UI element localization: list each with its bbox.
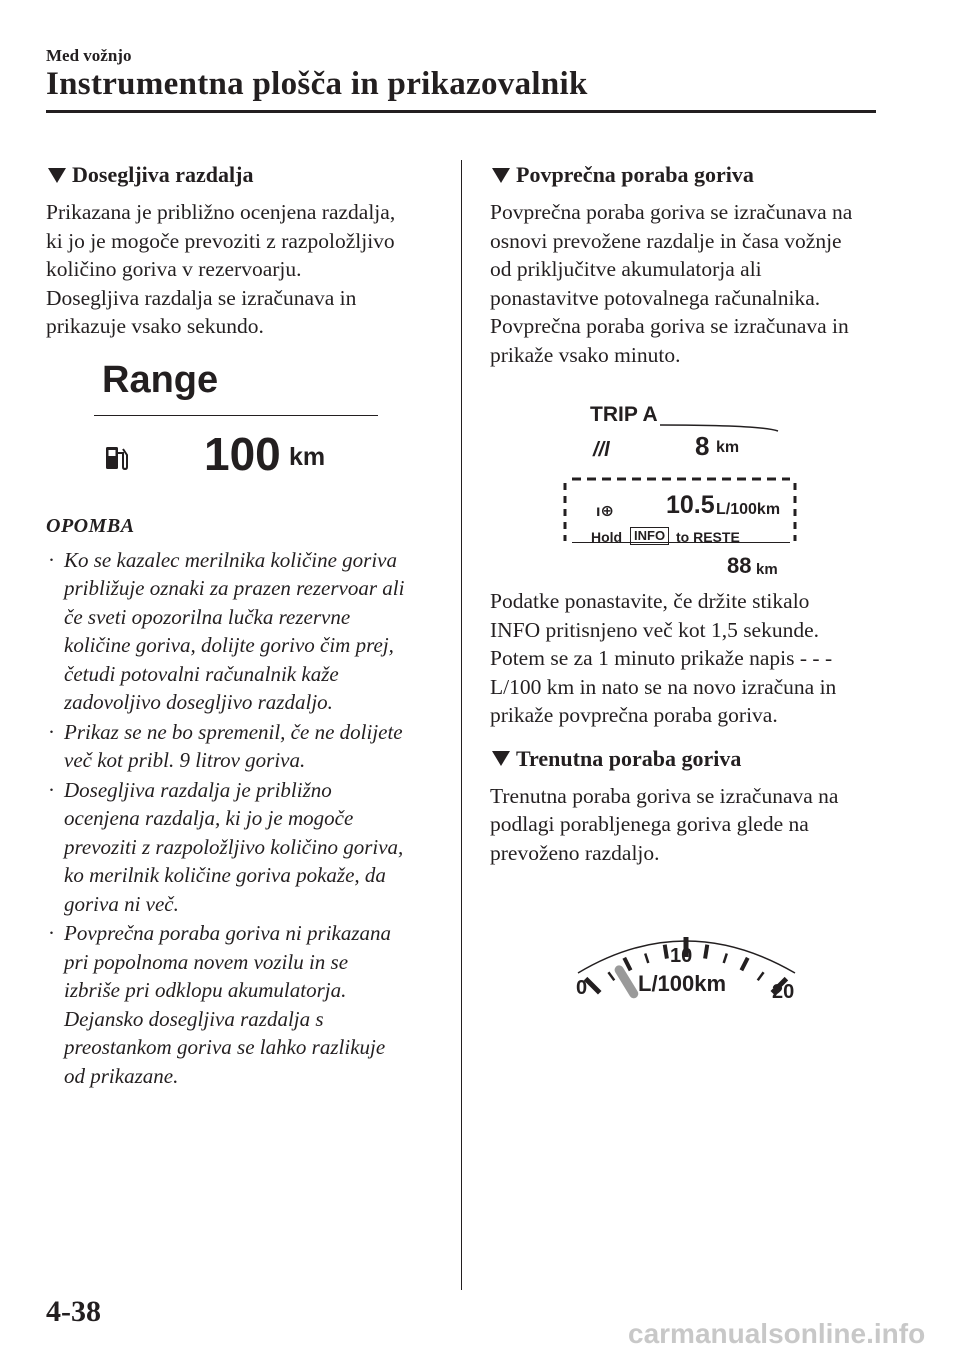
note-line: goriva ni več. [64,891,179,916]
gauge-tick [665,945,667,959]
gauge-tick [608,972,614,980]
gauge-tick [758,972,764,980]
trip-counter-icon: //l [593,439,610,461]
note-line: če sveti opozorilna lučka rezervne [64,604,351,629]
paragraph-line: ki jo je mogoče prevoziti z razpoložljivo [46,228,395,253]
gauge-tick [645,953,648,963]
range-rule [94,415,378,417]
section-heading-average [490,160,910,190]
section-heading-range [46,160,466,190]
gauge-tick [724,953,727,963]
average-fuel-icon: ı⊕ [596,503,614,520]
note-line: ko merilnik količine goriva pokaže, da [64,863,386,887]
note-line: preostankom goriva se lahko razlikuje [64,1035,386,1059]
paragraph-line: L/100 km in nato se na novo izračuna in [490,674,837,699]
bullet-icon: · [48,777,55,802]
gauge-needle [619,970,634,994]
note-line: Dejansko dosegljiva razdalja s [64,1006,324,1031]
bullet-icon: · [48,547,55,572]
paragraph-line: ponastavitve potovalnega računalnika. [490,285,821,310]
paragraph-line: osnovi prevožene razdalje in časa vožnje [490,228,842,253]
gauge-tick [741,958,747,970]
fuel-gauge-figure [490,889,910,1009]
average-unit: L/100km [716,501,781,518]
note-line: od prikazane. [64,1063,179,1088]
paragraph-line: INFO pritisnjeno več kot 1,5 sekunde. [490,617,820,642]
heading-text: Trenutna poraba goriva [516,745,742,771]
note-line: približuje oznaki za prazen rezervoar ali [64,576,405,600]
left-column [46,160,466,1091]
paragraph-line: prikaže vsako minuto. [490,342,681,367]
gauge-tick [624,958,630,970]
note-line: Povprečna poraba goriva ni prikazana [64,921,392,945]
note-line: ocenjena razdalja, ki jo je mogoče [64,806,354,830]
heading-text: Povprečna poraba goriva [516,162,754,187]
note-line: Prikaz se ne bo spremenil, če ne dolijete [64,719,403,744]
section-label: Med vožnjo [46,46,132,65]
paragraph-line: Potem se za 1 minuto prikaže napis - - - [490,646,833,670]
page-title: Instrumentna plošča in prikazovalnik [46,66,588,102]
gauge-tick [705,945,707,959]
trip-range-value: 88 [727,553,752,578]
range-unit: km [289,442,326,471]
paragraph-line: podlagi porabljenega goriva glede na [490,812,809,836]
range-value: 100 [204,427,281,480]
note-line: prevoziti z razpoložljivo količino goriva, [64,834,404,859]
triangle-bullet-icon [492,751,510,766]
gauge-max-label: 20 [772,981,795,1003]
average-value: 10.5 [666,491,715,519]
gauge-unit: L/100km [638,971,727,996]
bullet-icon: · [48,921,55,945]
heading-text: Dosegljiva razdalja [72,162,254,187]
header-divider [46,110,876,113]
paragraph-line: prikaže povprečna poraba goriva. [490,703,778,727]
page-number: 4-38 [46,1295,101,1328]
list-item [46,776,466,919]
fuel-pump-icon [104,443,130,478]
reset-text: to RESTE [676,529,740,545]
hold-text: Hold [591,529,623,545]
note-line: četudi potovalni računalnik kaže [64,661,339,686]
note-title: OPOMBA [46,514,135,537]
list-item [46,546,466,717]
triangle-bullet-icon [492,168,510,183]
paragraph-line: količino goriva v rezervoarju. [46,257,302,281]
paragraph-line: Podatke ponastavite, če držite stikalo [490,589,810,613]
note-line: izbriše pri odklopu akumulatorja. [64,978,347,1002]
paragraph-line: Dosegljiva razdalja se izračunava in [46,285,357,310]
gauge-tick [586,979,600,993]
right-column [490,160,910,1009]
current-paragraph [490,782,910,868]
info-button[interactable]: INFO [630,527,669,545]
average-paragraph [490,198,910,369]
watermark: carmanualsonline.info [628,1318,926,1349]
section-heading-current [490,744,910,774]
bullet-icon: · [48,719,55,744]
note-line: Dosegljiva razdalja je približno [64,777,332,802]
reset-paragraph [490,587,910,730]
paragraph-line: od priključitve akumulatorja ali [490,257,762,281]
note-line: količine goriva, dolijte gorivo čim prej, [64,633,394,657]
list-item [46,919,466,1090]
note-line: pri popolnoma novem vozilu in se [64,949,349,974]
range-paragraph [46,198,466,341]
gauge-min-label: 0 [576,977,588,999]
trip-unit: km [716,439,740,456]
note-line: več kot pribl. 9 litrov goriva. [64,748,306,772]
trip-range-unit: km [756,561,778,578]
range-title: Range [102,358,219,401]
paragraph-line: prevoženo razdaljo. [490,840,660,865]
paragraph-line: prikazuje vsako sekundo. [46,314,264,338]
trip-value: 8 [695,431,710,461]
paragraph-line: Povprečna poraba goriva se izračunava in [490,314,849,338]
note-line: zadovoljivo dosegljivo razdaljo. [64,690,333,714]
range-figure [46,351,466,501]
note-list [46,546,466,1091]
paragraph-line: Trenutna poraba goriva se izračunava na [490,783,839,808]
note-line: Ko se kazalec merilnika količine goriva [64,547,397,572]
gauge-mid-label: 10 [670,945,693,967]
triangle-bullet-icon [48,168,66,183]
paragraph-line: Povprečna poraba goriva se izračunava na [490,200,853,224]
list-item [46,718,466,775]
paragraph-line: Prikazana je približno ocenjena razdalja, [46,200,396,224]
trip-figure [490,389,910,578]
trip-title: TRIP A [590,403,658,426]
